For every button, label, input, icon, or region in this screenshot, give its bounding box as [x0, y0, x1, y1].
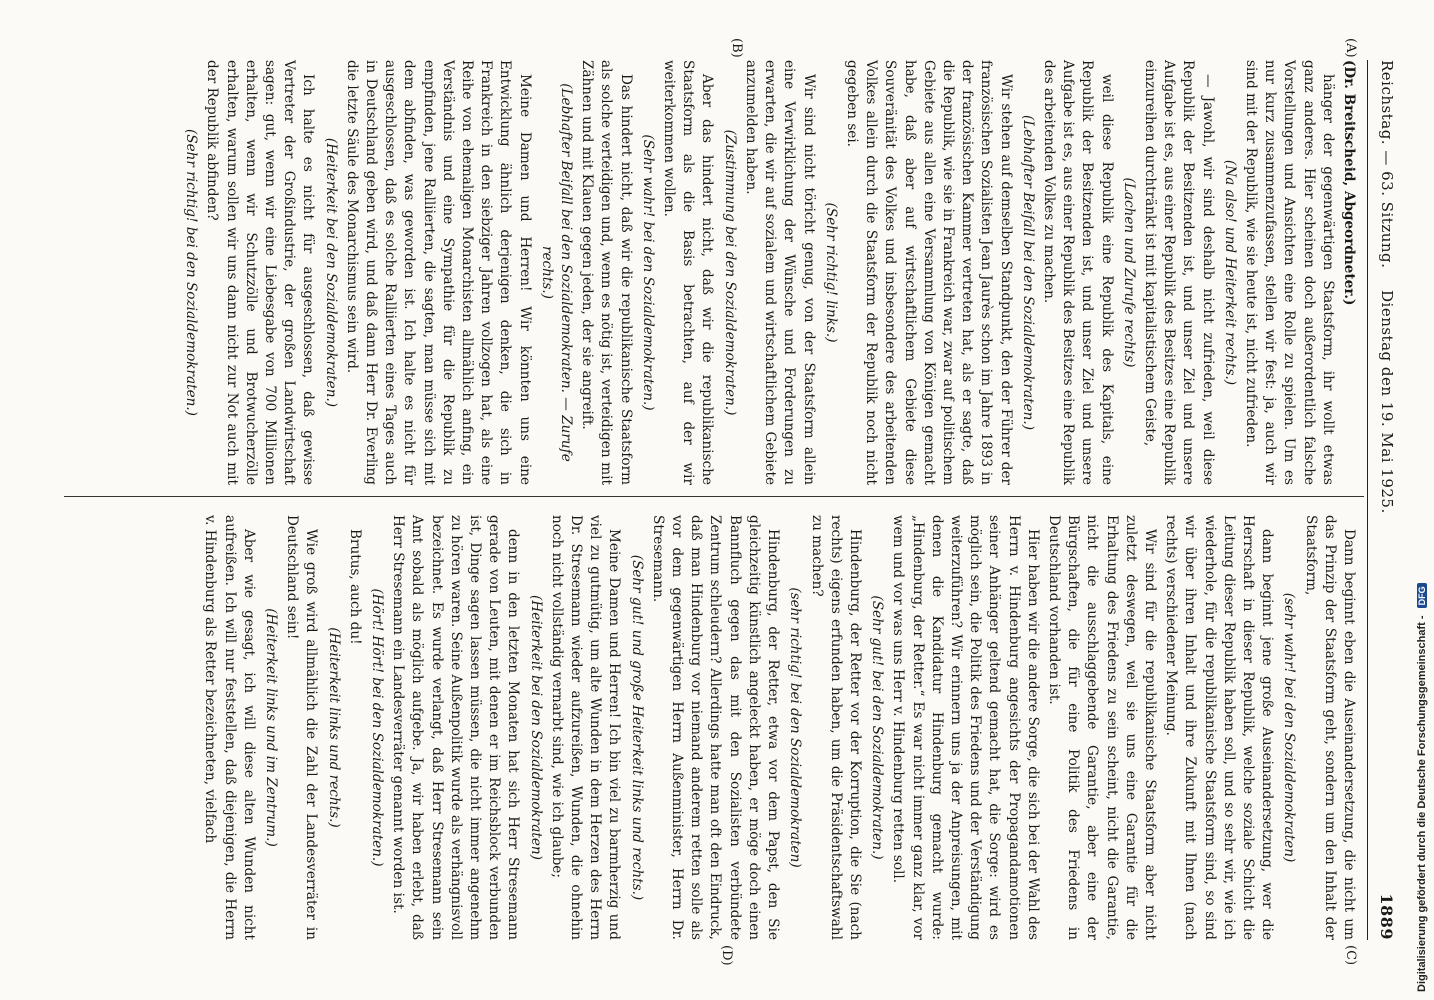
left-column: [68, 60, 1358, 485]
paragraph: weil diese Republik eine Republik des Kapitals, eine Republik der Besitzenden ist, und unser Ziel und unsere Aufgabe ist es, aus einer Republik des Besitzes eine Republik des arbeitenden Volkes zu machen.: [1040, 60, 1115, 485]
stage-direction: (sehr wahr! bei den Sozialdemokraten): [1281, 592, 1298, 863]
paragraph: Aber das hindert nicht, daß wir die republikanische Staatsform als die Basis betrachten, auf der wir weiterkommen wollen.: [661, 60, 716, 485]
paragraph: Ich halte es nicht für ausgeschlossen, daß gewisse Vertreter der Großindustrie, der großen Landwirtschaft sagen: gut, wenn wir eine Liebesgabe von 700 Millionen erhalten, wenn wir Schutzzölle und Brotwucherzölle erhalten, warum sollen wir uns dann nicht zur Not auch mit der Republik abfinden?: [204, 60, 317, 485]
paragraph: Meine Damen und Herren! Wir könnten uns eine Entwicklung ähnlich derjenigen denken, die sich in Frankreich in den siebziger Jahren vollzogen hat, als eine Reihe von ehemaligen Monarchisten allmählich anfing, ein Verständnis und eine Sympathie für die Republik zu empfinden, jene Ralliierten, die sagten, man müsse sich mit dem abfinden, was geworden ist. Ich halte es nicht für ausgeschlossen, daß es solche Ralliierten eines Tages auch in Deutschland geben wird, und daß dann Herr Dr. Everling die letzte Säule des Monarchismus sein wird.: [343, 60, 533, 485]
stage-direction: (Hört! Hört! bei den Sozialdemokraten.): [369, 588, 386, 867]
page-header: [1370, 60, 1396, 940]
stage-direction: (Heiterkeit bei den Sozialdemokraten): [527, 595, 544, 860]
stage-direction: (Sehr richtig! links.): [822, 202, 839, 343]
stage-direction: (Lebhafter Beifall bei den Sozialdemokraten.): [1019, 114, 1036, 431]
dfg-logo: DFG: [1417, 583, 1427, 608]
paragraph: Hindenburg, der Retter vor der Korruption, die Sie (nach rechts) eigens erfunden haben, um die Präsidentschaftswahl zu machen?: [808, 515, 863, 940]
paragraph: Wir stehen auf demselben Standpunkt, den der Führer der französischen Sozialisten Jean Jaurès schon im Jahre 1893 in der französischen Kammer vertreten hat, als er sagte, daß die Republik, wie sie in Frankreich war, zwar auf politischem Gebiete aus allen eine Versammlung von Königen gemacht habe, daß aber auf wirtschaftlichem Gebiete diese Souveränität des Volkes und insbesondere des arbeitenden Volkes allein durch die Staatsform der Republik noch nicht gegeben sei.: [843, 60, 1014, 485]
paragraph: — Jawohl, wir sind deshalb nicht zufrieden, weil diese Republik der Besitzenden ist, und unser Ziel und unsere Aufgabe ist es, aus einer Republik des Besitzes eine Republik einzureihen durchtränkt ist mit kapitalistischem Geiste,: [1141, 60, 1216, 485]
paragraph: hänger der gegenwärtigen Staatsform, ihr wollt etwas ganz anderes. Hier scheinen doch außerordentlich falsche Vorstellungen und Ansichten eine Rolle zu spielen. Um es nur kurz zusammenzufassen, stellen wir fest: ja, auch wir sind mit der Republik, wie sie heute ist, nicht zufrieden.: [1242, 60, 1336, 485]
paragraph: Dann beginnt eben die Auseinandersetzung, die nicht um das Prinzip der Staatsform geht, sondern um den Inhalt der Staatsform,: [1302, 515, 1357, 940]
header-rule: [1367, 60, 1368, 940]
header-session: Reichstag. — 63. Sitzung.: [1378, 60, 1396, 269]
paragraph: Brutus, auch du!: [346, 529, 363, 645]
stage-direction: (Sehr richtig! bei den Sozialdemokraten.): [183, 129, 200, 416]
stage-direction: (Lebhafter Beifall bei den Sozialdemokraten. — Zurufe rechts.): [538, 83, 575, 462]
paragraph: dann beginnt jene große Auseinandersetzung, wer die Herrschaft in dieser Republik, welche soziale Schicht die Leitung dieser Republik haben soll, und so sehr wir, wie ich wiederhole, für die republikanische Staatsform sind, so sind wir über ihren Inhalt und ihre Zukunft mit Ihnen (nach rechts) verschiedener Meinung.: [1163, 515, 1276, 940]
paragraph: Hier haben wir die andere Sorge, die sich bei der Wahl des Herrn v. Hindenburg angesichts der Propagandamotionen seiner Anhänger geltend gemacht hat, die Sorge: wird es möglich sein, die Politik des Friedens und der Verständigung weiterzuführen? Wir erinnern uns ja der Anpreisungen, mit denen die Kandidatur Hindenburg gemacht wurde: „Hindenburg, der Retter.“ Es war nicht immer ganz klar, vor wem und vor was uns Herr v. Hindenburg retten soll.: [890, 515, 1041, 940]
stage-direction: (Heiterkeit links und im Zentrum.): [263, 608, 280, 847]
stage-direction: (Sehr gut! bei den Sozialdemokraten.): [869, 595, 886, 860]
header-date: Dienstag den 19. Mai 1925.: [1378, 290, 1396, 514]
stage-direction: (Sehr wahr! bei den Sozialdemokraten.): [639, 134, 656, 411]
margin-mark-d: (D): [719, 945, 734, 966]
speaker-line: (Dr. Breitscheid, Abgeordneter.): [1341, 60, 1357, 306]
paragraph: denn in den letzten Monaten hat sich Herr Stresemann gerade von Leuten, mit denen er im Reichsblock verbunden ist, Dinge sagen lassen müssen, die nicht immer angenehm zu hören waren. Seine Außenpolitik wurde als verhängnisvoll bezeichnet. Es wurde verlangt, daß Herr Stresemann sein Amt sobald als möglich aufgebe. Ja, wir haben erlebt, daß Herr Stresemann ein Landesverräter genannt worden ist.: [390, 515, 522, 940]
paragraph: Das hindert nicht, daß wir die republikanische Staatsform als solche verteidigen und, wenn es nötig ist, verteidigen mit Zähnen und mit Klauen gegen jeden, der sie angreift.: [579, 60, 634, 485]
footer-text: Digitalisierung gefördert durch die Deutsche Forschungsgemeinschaft -: [1416, 615, 1428, 992]
footer-credit: [1416, 2, 1428, 992]
paragraph: Hindenburg, der Retter, etwa vor dem Papst, den Sie gleichzeitig künstlich angeleckt haben, er möge doch einen Bannfluch gegen das mit den Sozialisten verbündete Zentrum schleudern? Allerdings hatte man oft den Eindruck, daß man Hindenburg vor niemand anderem retten solle als vor dem gegenwärtigen Herrn Außenminister, Herrn Dr. Stresemann.: [649, 515, 782, 940]
page-number: 1889: [1377, 893, 1396, 940]
paragraph: Wir sind nicht töricht genug, von der Staatsform allein eine Verwirklichung der Wünsche und Forderungen zu erwarten, die wir auf sozialem und wirtschaftlichem Gebiete anzumelden haben.: [742, 60, 817, 485]
paragraph: Meine Damen und Herren! Ich bin viel zu barmherzig und viel zu gutmütig, um alte Wunden in dem Herzen des Herrn Dr. Stresemann wieder aufzureißen, Wunden, die ohnehin noch nicht vollständig vernarbt sind, wie ich glaube;: [548, 515, 623, 940]
paragraph: Aber wie gesagt, ich will diese alten Wunden nicht aufreißen. Ich will nur feststellen, daß diejenigen, die Herrn v. Hindenburg als Retter bezeichneten, vielfach: [202, 515, 257, 940]
stage-direction: (Sehr gut! und große Heiterkeit links und rechts.): [628, 554, 645, 901]
stage-direction: (Lachen und Zurufe rechts): [1120, 177, 1137, 368]
margin-mark-a: (A): [1343, 38, 1358, 58]
margin-mark-c: (C): [1343, 945, 1358, 966]
paragraph: Wie groß wird allmählich die Zahl der Landesverräter in Deutschland sein!: [284, 515, 320, 940]
right-column: [68, 515, 1358, 940]
stage-direction: (Heiterkeit links und rechts.): [325, 627, 342, 828]
stage-direction: (Heiterkeit bei den Sozialdemokraten.): [322, 137, 339, 408]
column-divider: [64, 496, 1364, 497]
paragraph: Wir sind für die republikanische Staatsform aber nicht zuletzt deswegen, weil sie uns eine Garantie für die Erhaltung des Friedens zu sein scheint, nicht die Garantie, nicht die ausschlaggebende Garantie, aber eine der Bürgschaften, die für eine Politik des Friedens in Deutschland vorhanden ist.: [1045, 515, 1158, 940]
stage-direction: (Zustimmung bei den Sozialdemokraten.): [721, 129, 738, 416]
margin-mark-b: (B): [729, 38, 744, 58]
stage-direction: (Na also! und Heiterkeit rechts.): [1221, 159, 1238, 386]
stage-direction: (sehr richtig! bei den Sozialdemokraten): [787, 587, 804, 868]
